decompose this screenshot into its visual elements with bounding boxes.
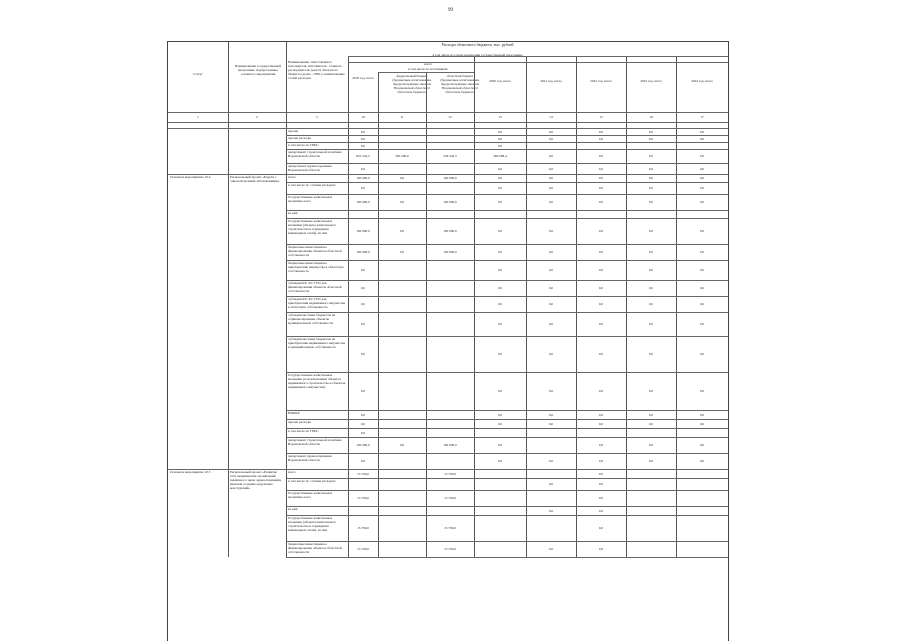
table-cell: 0,0 [548,186,554,190]
grid-line [348,56,728,57]
row-label: Государственные капитальные вложения (объекты капитального строительства и подведения инженерных сетей), из них [288,516,337,532]
table-cell: 0,0 [598,154,604,158]
table-cell: 0,0 [360,322,366,326]
grid-line [286,280,728,281]
table-cell: 0,0 [699,443,705,447]
grid-line [286,149,728,150]
table-cell: 0,0 [648,421,654,426]
table-cell: 0,0 [497,352,503,356]
row-label: Государственные капитальные вложения, всего [288,195,333,203]
table-cell: 100 000,0 [443,250,457,254]
group-status: Основное мероприятие 10.4 [170,175,211,179]
table-cell: 0,0 [548,154,554,158]
table-cell: 0,0 [648,200,654,204]
table-cell: 0,0 [548,482,554,486]
table-cell: 0,0 [548,229,554,233]
table-cell: 0,0 [548,322,554,326]
grid-line [286,490,728,491]
row-label: из них: [288,507,299,511]
row-label: в том числе по ГРБС: [288,143,319,147]
row-label: в том числе по ГРБС: [288,429,319,433]
row-label: бюджетные инвестиции на финансирование объектов областной собственности [288,542,342,554]
grid-line [378,72,379,557]
table-cell: 0,0 [360,412,366,417]
column-number: 16 [649,115,653,119]
grid-line [348,56,349,557]
row-label: прочие расходы [288,136,311,140]
table-cell: 0,0 [598,389,604,393]
table-cell: 0,0 [548,459,554,463]
header-title: Расходы областного бюджета, тыс. рублей [441,43,514,47]
grid-line [286,557,728,558]
row-label: бюджетные инвестиции на финансирование объектов областной собственности [288,245,342,257]
header-year: 2021 год, всего [540,79,562,83]
table-cell: 15 700,0 [357,547,369,551]
table-cell: 460 098,4 [493,154,507,158]
table-cell: 0,0 [548,421,554,426]
table-cell: 536 342,5 [443,154,457,158]
grid-line [286,182,728,183]
table-cell: 0,0 [699,136,705,141]
table-cell: 0,0 [598,471,604,476]
grid-line [286,453,728,454]
table-cell: 0,0 [360,186,366,190]
grid-line [426,72,427,557]
row-label: департамент строительной политики Воронежской области [288,438,342,446]
table-cell: 0,0 [598,302,604,306]
grid-line [286,469,728,470]
table-cell: 0,0 [497,302,503,306]
header-year: 2023 год, всего [640,79,662,83]
table-cell: 0,0 [497,186,503,190]
table-cell: 0,0 [548,250,554,254]
column-number: 2 [256,115,258,119]
grid-line [526,56,527,557]
table-cell: 0,0 [648,186,654,190]
column-number: 10 [361,115,365,119]
row-label: Государственные капитальные вложения, всего [288,491,333,499]
table-cell: 0,0 [648,302,654,306]
table-cell: 0,0 [648,268,654,272]
table-cell: 0,0 [548,136,554,141]
header-reg: областной бюджет (бюджетные ассигнования, предусмотренные законом Воронежской области об областном бюджете) [440,74,480,94]
table-cell: 0,0 [497,443,503,447]
table-cell: 0,0 [598,166,604,171]
group-name: Региональный проект «Борьба с онкологическими заболеваниями» [230,175,280,183]
table-cell: 0,0 [598,286,604,290]
row-label: Государственные капитальные вложения (за исключением объектов недвижимого строительства и объектов недвижимого имущества) [288,373,346,389]
table-cell: 0,0 [399,200,405,204]
table-cell: 100 000,0 [443,200,457,204]
table-cell: 0,0 [497,229,503,233]
table-cell: 0,0 [648,129,654,134]
table-cell: 100 000,0 [443,176,457,180]
header-status: Статус [193,72,203,76]
table-cell: 0,0 [648,389,654,393]
table-cell: 0,0 [699,250,705,254]
grid-line [286,541,728,542]
row-label: Государственные капитальные вложения (объекты капитального строительства и подведения инженерных сетей), из них [288,219,337,235]
row-label: департамент здравоохранения Воронежской области [288,164,332,172]
table-cell: 0,0 [598,229,604,233]
table-cell: 0,0 [497,389,503,393]
table-cell: 0,0 [598,526,604,530]
column-number: 14 [549,115,553,119]
table-cell: 0,0 [648,352,654,356]
column-number: 3 [316,115,318,119]
grid-line [286,260,728,261]
header-year: 2022 год, всего [590,79,612,83]
table-cell: 0,0 [598,268,604,272]
row-label: в том числе по статьям расходов: [288,479,336,483]
table-cell: 0,0 [699,129,705,134]
row-label: прочие расходы [288,420,311,424]
table-cell: 0,0 [648,443,654,447]
table-cell: 0,0 [598,421,604,426]
row-label: всего [288,175,296,179]
grid-line [286,437,728,438]
table-cell: 0,0 [598,322,604,326]
header-all: всего [424,62,432,66]
table-cell: 0,0 [648,459,654,463]
table-cell: 0,0 [497,136,503,141]
table-cell: 0,0 [497,129,503,134]
row-label: всего [288,470,296,474]
table-cell: 0,0 [699,176,705,180]
table-cell: 100 000,0 [356,176,370,180]
table-cell: 0,0 [548,412,554,417]
table-cell: 0,0 [598,186,604,190]
header-subtitle: в том числе по годам реализации государственной программы [432,53,523,57]
table-cell: 0,0 [648,322,654,326]
table-cell: 0,0 [360,136,366,141]
grid-line [286,296,728,297]
table-cell: 0,0 [598,136,604,141]
grid-line [286,244,728,245]
table-cell: 15 700,0 [444,547,456,551]
grid-line [286,506,728,507]
row-label: прочие [288,129,299,133]
header-incl: в том числе по источникам: [408,67,448,71]
grid-line [286,174,728,175]
table-cell: 0,0 [598,176,604,180]
table-cell: 0,0 [598,482,604,486]
table-cell: 0,0 [648,166,654,171]
table-cell: 0,0 [598,547,604,551]
row-label: субсидии местным бюджетам на приобретение недвижимого имущества в муниципальную собственность [288,337,346,349]
table-cell: 0,0 [497,166,503,171]
table-cell: 0,0 [648,229,654,233]
table-cell: 0,0 [548,547,554,551]
table-cell: 0,0 [699,286,705,290]
grid-line [286,194,728,195]
row-label: субсидии КУ, АУ, ГУП для финансирования объектов областной собственности [288,281,342,293]
table-cell: 0,0 [399,229,405,233]
table-cell: 0,0 [360,389,366,393]
table-cell: 841 542,5 [356,154,370,158]
table-cell: 0,0 [598,496,604,500]
table-cell: 0,0 [497,268,503,272]
table-cell: 0,0 [699,166,705,171]
table-cell: 0,0 [648,154,654,158]
table-cell: 0,0 [548,166,554,171]
table-cell: 0,0 [360,166,366,171]
table-cell: 0,0 [598,352,604,356]
row-label: из них: [288,211,299,215]
grid-line [286,478,728,479]
table-cell: 0,0 [699,268,705,272]
table-cell: 0,0 [360,268,366,272]
table-cell: 100 000,0 [443,229,457,233]
table-cell: 15 700,0 [357,471,369,476]
grid-line [676,56,677,557]
grid-line [576,56,577,557]
table-cell: 15 700,0 [444,496,456,500]
table-cell: 100 000,0 [356,200,370,204]
row-label: департамент строительной политики Воронежской области [288,150,342,158]
row-label: бюджетные инвестиции на приобретение имущества в областную собственность [288,261,344,273]
header-year: 2024 год, всего [691,79,713,83]
table-cell: 0,0 [548,389,554,393]
group-name: Региональный проект «Развитие сети медицинских организаций первичного звена здравоохранения, включая создание модульных конструкций» [230,470,282,490]
table-cell: 0,0 [497,200,503,204]
table-cell: 0,0 [497,143,503,148]
table-cell: 0,0 [548,200,554,204]
table-cell: 0,0 [360,129,366,134]
table-cell: 0,0 [497,250,503,254]
table-cell: 0,0 [699,421,705,426]
table-cell: 0,0 [360,286,366,290]
table-cell: 0,0 [699,459,705,463]
table-cell: 0,0 [699,200,705,204]
header-program: Наименование государственной программы, подпрограммы, основного мероприятия [234,64,282,76]
table-cell: 0,0 [497,286,503,290]
header-source: Наименование ответственного исполнителя, исполнителя - главного распорядителя средств областного бюджета (далее - ГРБС), наименование статей расходов [288,60,345,80]
grid-line [286,142,728,143]
table-cell: 15 700,0 [444,471,456,476]
table-cell: 0,0 [360,352,366,356]
column-number: 11 [400,115,404,119]
grid-line [378,72,474,73]
table-cell: 100 000,0 [356,250,370,254]
table-cell: 0,0 [598,459,604,463]
grid-line [286,410,728,411]
table-cell: 0,0 [548,352,554,356]
grid-line [286,336,728,337]
table-cell: 0,0 [648,136,654,141]
table-cell: 0,0 [497,322,503,326]
table-cell: 0,0 [598,412,604,417]
grid-line [626,56,627,557]
grid-line [286,42,287,557]
table-cell: 0,0 [548,268,554,272]
row-label: НИОКР [288,411,300,415]
table-cell: 0,0 [699,302,705,306]
grid-line [168,112,728,113]
table-cell: 0,0 [360,302,366,306]
table-cell: 0,0 [399,443,405,447]
table-cell: 0,0 [699,186,705,190]
table-cell: 0,0 [360,421,366,426]
column-number: 1 [197,115,199,119]
header-fed: федеральный бюджет (бюджетные ассигнования, предусмотренные законом Воронежской области об областном бюджете) [392,74,432,94]
table-cell: 0,0 [699,412,705,417]
table-cell: 0,0 [699,229,705,233]
column-number: 15 [599,115,603,119]
header-year: 2020 год, всего [489,79,511,83]
grid-line [348,62,728,63]
table-cell: 0,0 [360,430,366,435]
grid-line [286,515,728,516]
table-cell: 0,0 [497,412,503,417]
table-cell: 0,0 [548,129,554,134]
column-number: 17 [700,115,704,119]
table-cell: 0,0 [497,421,503,426]
group-status: Основное мероприятие 10.5 [170,470,211,474]
row-label: субсидии местным бюджетам на софинансирование объектов муниципальной собственности [288,313,336,325]
table-cell: 100 000,0 [356,443,370,447]
table-cell: 0,0 [399,250,405,254]
table-cell: 0,0 [598,250,604,254]
column-number: 12 [448,115,452,119]
row-label: департамент здравоохранения Воронежской области [288,454,332,462]
table-cell: 15 700,0 [357,526,369,530]
table-cell: 0,0 [699,322,705,326]
table-cell: 0,0 [598,508,604,513]
grid-line [286,419,728,420]
grid-line [474,56,475,557]
table-cell: 0,0 [699,389,705,393]
table-cell: 15 700,0 [357,496,369,500]
row-label: субсидии КУ, АУ, ГУП для приобретения недвижимого имущества в областную собственность [288,297,346,309]
table-cell: 0,0 [548,508,554,513]
column-number: 13 [498,115,502,119]
grid-line [228,42,229,557]
table-cell: 0,0 [598,129,604,134]
table-cell: 0,0 [548,176,554,180]
table-cell: 100 000,0 [356,229,370,233]
table-cell: 0,0 [648,250,654,254]
grid-line [286,210,728,211]
grid-line [286,163,728,164]
header-total: 2018 год, всего [352,76,374,80]
page-number: 99 [448,8,453,13]
grid-line [286,312,728,313]
grid-line [286,428,728,429]
table-cell: 0,0 [699,154,705,158]
table-cell: 0,0 [548,302,554,306]
table-cell: 0,0 [648,412,654,417]
table-cell: 0,0 [699,352,705,356]
table-cell: 100 000,0 [443,443,457,447]
grid-line [286,218,728,219]
grid-line [286,128,728,129]
table-cell: 0,0 [360,459,366,463]
table-cell: 0,0 [497,176,503,180]
table-cell: 0,0 [399,176,405,180]
table-cell: 305 200,0 [395,154,409,158]
grid-line [286,135,728,136]
table-cell: 0,0 [497,459,503,463]
table-cell: 0,0 [648,176,654,180]
table-cell: 0,0 [360,143,366,148]
table-cell: 0,0 [648,286,654,290]
budget-table [167,41,729,641]
row-label: в том числе по статьям расходов: [288,183,336,187]
table-cell: 0,0 [548,286,554,290]
table-cell: 0,0 [598,443,604,447]
table-cell: 15 700,0 [444,526,456,530]
grid-line [168,122,728,123]
grid-line [286,372,728,373]
table-cell: 0,0 [598,200,604,204]
